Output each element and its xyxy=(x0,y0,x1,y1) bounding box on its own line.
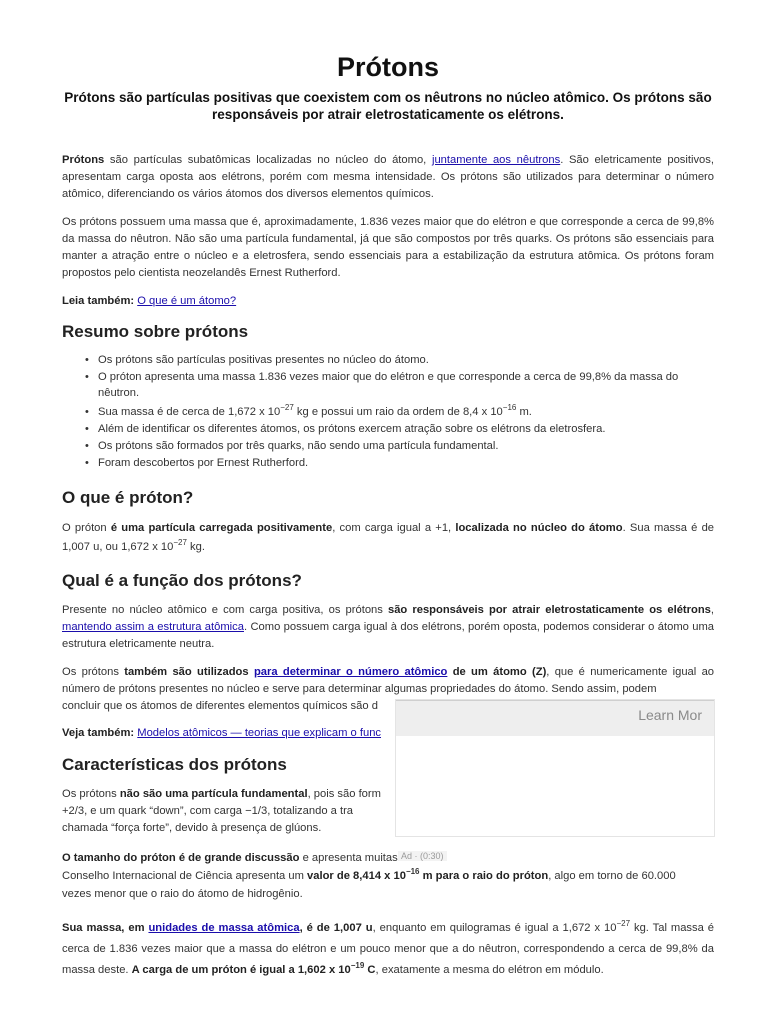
text: kg. Tal massa é cerca de 1.836 vezes maior que a massa do elétron e um pouco menor que a do nêutron, correspondendo a cerca de 99,8% da massa deste. xyxy=(62,922,714,976)
list-item xyxy=(98,404,714,420)
bold-text: O tamanho do próton é de grande discussão xyxy=(62,852,300,864)
read-also xyxy=(62,293,714,310)
link-atomic-number[interactable]: para determinar o número atômico xyxy=(253,666,448,678)
function-heading: Qual é a função dos prótons? xyxy=(62,571,302,590)
text: . São eletricamente positivos, apresentam carga oposta aos elétrons, porém com mesma intensidade. Os prótons são utilizados para determinar o número atômico, diferenciando os vários átomos dos diversos elementos químicos. xyxy=(62,154,714,200)
text: m. xyxy=(516,406,532,418)
see-also-label: Veja também: xyxy=(62,727,135,739)
text: Presente no núcleo atômico e com carga positiva, os prótons xyxy=(62,604,388,616)
intro-paragraph-2: Os prótons possuem uma massa que é, aproximadamente, 1.836 vezes maior que do elétron e que corresponde a cerca de 99,8% da massa do nêutron. Não são uma partícula fundamental, já que são compostos por três quarks. Os prótons são essenciais para manter a atração entre o núcleo e a eletrosfera, sendo essenciais para a estabilização da estrutura atômica. Os prótons foram propostos pelo cientista neozelandês Ernest Rutherford. xyxy=(62,216,714,279)
list-item: • Os prótons são formados por três quarks, não sendo uma partícula fundamental. xyxy=(98,438,714,454)
text: , algo em torno de 60.000 xyxy=(548,870,676,882)
text: . Como possuem carga igual à dos elétrons, porém oposta, podemos considerar o átomo uma estrutura eletricamente neutra. xyxy=(62,621,714,650)
exponent: −27 xyxy=(173,538,187,547)
list-item: • Os prótons são partículas positivas presentes no núcleo do átomo. xyxy=(98,352,714,368)
text: vezes menor que o raio do átomo de hidrogênio. xyxy=(62,888,303,900)
link-atomic-mass-units[interactable]: unidades de massa atômica xyxy=(148,922,300,934)
exponent: −16 xyxy=(405,867,420,876)
exponent: −19 xyxy=(350,961,365,970)
text: , pois são form xyxy=(307,788,381,800)
bold-text: Sua massa, em xyxy=(62,922,149,934)
bold-text: não são uma partícula fundamental xyxy=(119,788,308,800)
bold-text: são responsáveis por atrair eletrostaticamente os elétrons xyxy=(387,604,711,616)
page-title: Prótons xyxy=(336,52,439,82)
characteristics-heading: Características dos prótons xyxy=(62,755,287,774)
term-protons: Prótons xyxy=(62,154,105,166)
text: kg e possui um raio da ordem de 8,4 x 10 xyxy=(293,406,503,418)
bold-text: , é de 1,007 u xyxy=(299,922,373,934)
link-what-is-atom[interactable]: O que é um átomo? xyxy=(137,295,237,307)
link-atomic-models[interactable]: Modelos atômicos — teorias que explicam o func xyxy=(137,727,382,739)
bold-text: m para o raio do próton xyxy=(419,870,549,882)
bold-text: A carga de um próton é igual a 1,602 x 10 xyxy=(131,964,351,976)
bold-text: também são utilizados xyxy=(124,666,249,678)
text: +2/3, e um quark “down”, com carga −1/3, totalizando a tra xyxy=(62,805,354,817)
list-item: • Foram descobertos por Ernest Rutherford. xyxy=(98,455,714,471)
text: Conselho Internacional de Ciência apresenta um xyxy=(62,870,308,882)
exponent: −16 xyxy=(502,403,517,412)
ad-timer: Ad · (0:30) xyxy=(398,851,447,861)
exponent: −27 xyxy=(280,403,294,412)
text: Os prótons xyxy=(62,666,125,678)
link-neutrons[interactable]: juntamente aos nêutrons xyxy=(431,154,561,166)
text: . Sua massa é de 1,007 u, ou 1,672 x 10 xyxy=(62,522,715,553)
summary-heading: Resumo sobre prótons xyxy=(62,322,249,341)
exponent: −27 xyxy=(616,919,631,928)
bold-text: é uma partícula carregada positivamente xyxy=(110,522,333,534)
characteristics-paragraph-2 xyxy=(62,849,714,903)
link-atomic-structure[interactable]: mantendo assim a estrutura atômica xyxy=(62,621,244,633)
text: , exatamente a mesma do elétron em módulo. xyxy=(375,964,604,976)
text: Sua massa é de cerca de 1,672 x 10 xyxy=(98,406,281,418)
list-item: • O próton apresenta uma massa 1.836 vezes maior que do elétron e que corresponde a cerca de 99,8% da massa do nêutron. xyxy=(98,369,714,401)
ad-control-bar xyxy=(396,700,714,736)
learn-more-button[interactable]: Learn Mor xyxy=(638,707,702,723)
intro-paragraph-1 xyxy=(62,152,714,203)
text: , com carga igual a +1, xyxy=(332,522,456,534)
bold-text: C xyxy=(364,964,376,976)
what-heading: O que é próton? xyxy=(62,488,194,507)
text: concluir que os átomos de diferentes elementos químicos são d xyxy=(62,700,378,712)
bold-text: valor de 8,414 x 10 xyxy=(307,870,406,882)
function-paragraph-1 xyxy=(62,602,714,653)
text: O próton xyxy=(62,522,111,534)
text: Os prótons xyxy=(62,788,120,800)
lead-paragraph: Prótons são partículas positivas que coexistem com os nêutrons no núcleo atômico. Os prótons são responsáveis por atrair eletrostaticamente os elétrons. xyxy=(64,90,712,122)
bold-text: localizada no núcleo do átomo xyxy=(455,522,623,534)
what-paragraph xyxy=(62,519,714,557)
video-ad-overlay[interactable] xyxy=(396,700,714,836)
characteristics-paragraph-3 xyxy=(62,918,714,981)
text: e apresenta muitas xyxy=(299,852,398,864)
read-also-label: Leia também: xyxy=(62,295,135,307)
summary-list xyxy=(62,352,714,472)
bold-text: de um átomo (Z) xyxy=(452,666,547,678)
text: , xyxy=(710,604,714,616)
text: chamada “força forte”, devido à presença de glúons. xyxy=(62,822,322,834)
text: são partículas subatômicas localizadas no núcleo do átomo, xyxy=(104,154,432,166)
text: , enquanto em quilogramas é igual a 1,672 x 10 xyxy=(372,922,617,934)
text: , que é numericamente igual ao número de prótons presentes no núcleo e serve para determinar algumas propriedades do átomo. Sendo assim, podem xyxy=(62,666,715,695)
text: kg. xyxy=(186,541,205,553)
list-item: • Além de identificar os diferentes átomos, os prótons exercem atração sobre os elétrons da eletrosfera. xyxy=(98,421,714,437)
